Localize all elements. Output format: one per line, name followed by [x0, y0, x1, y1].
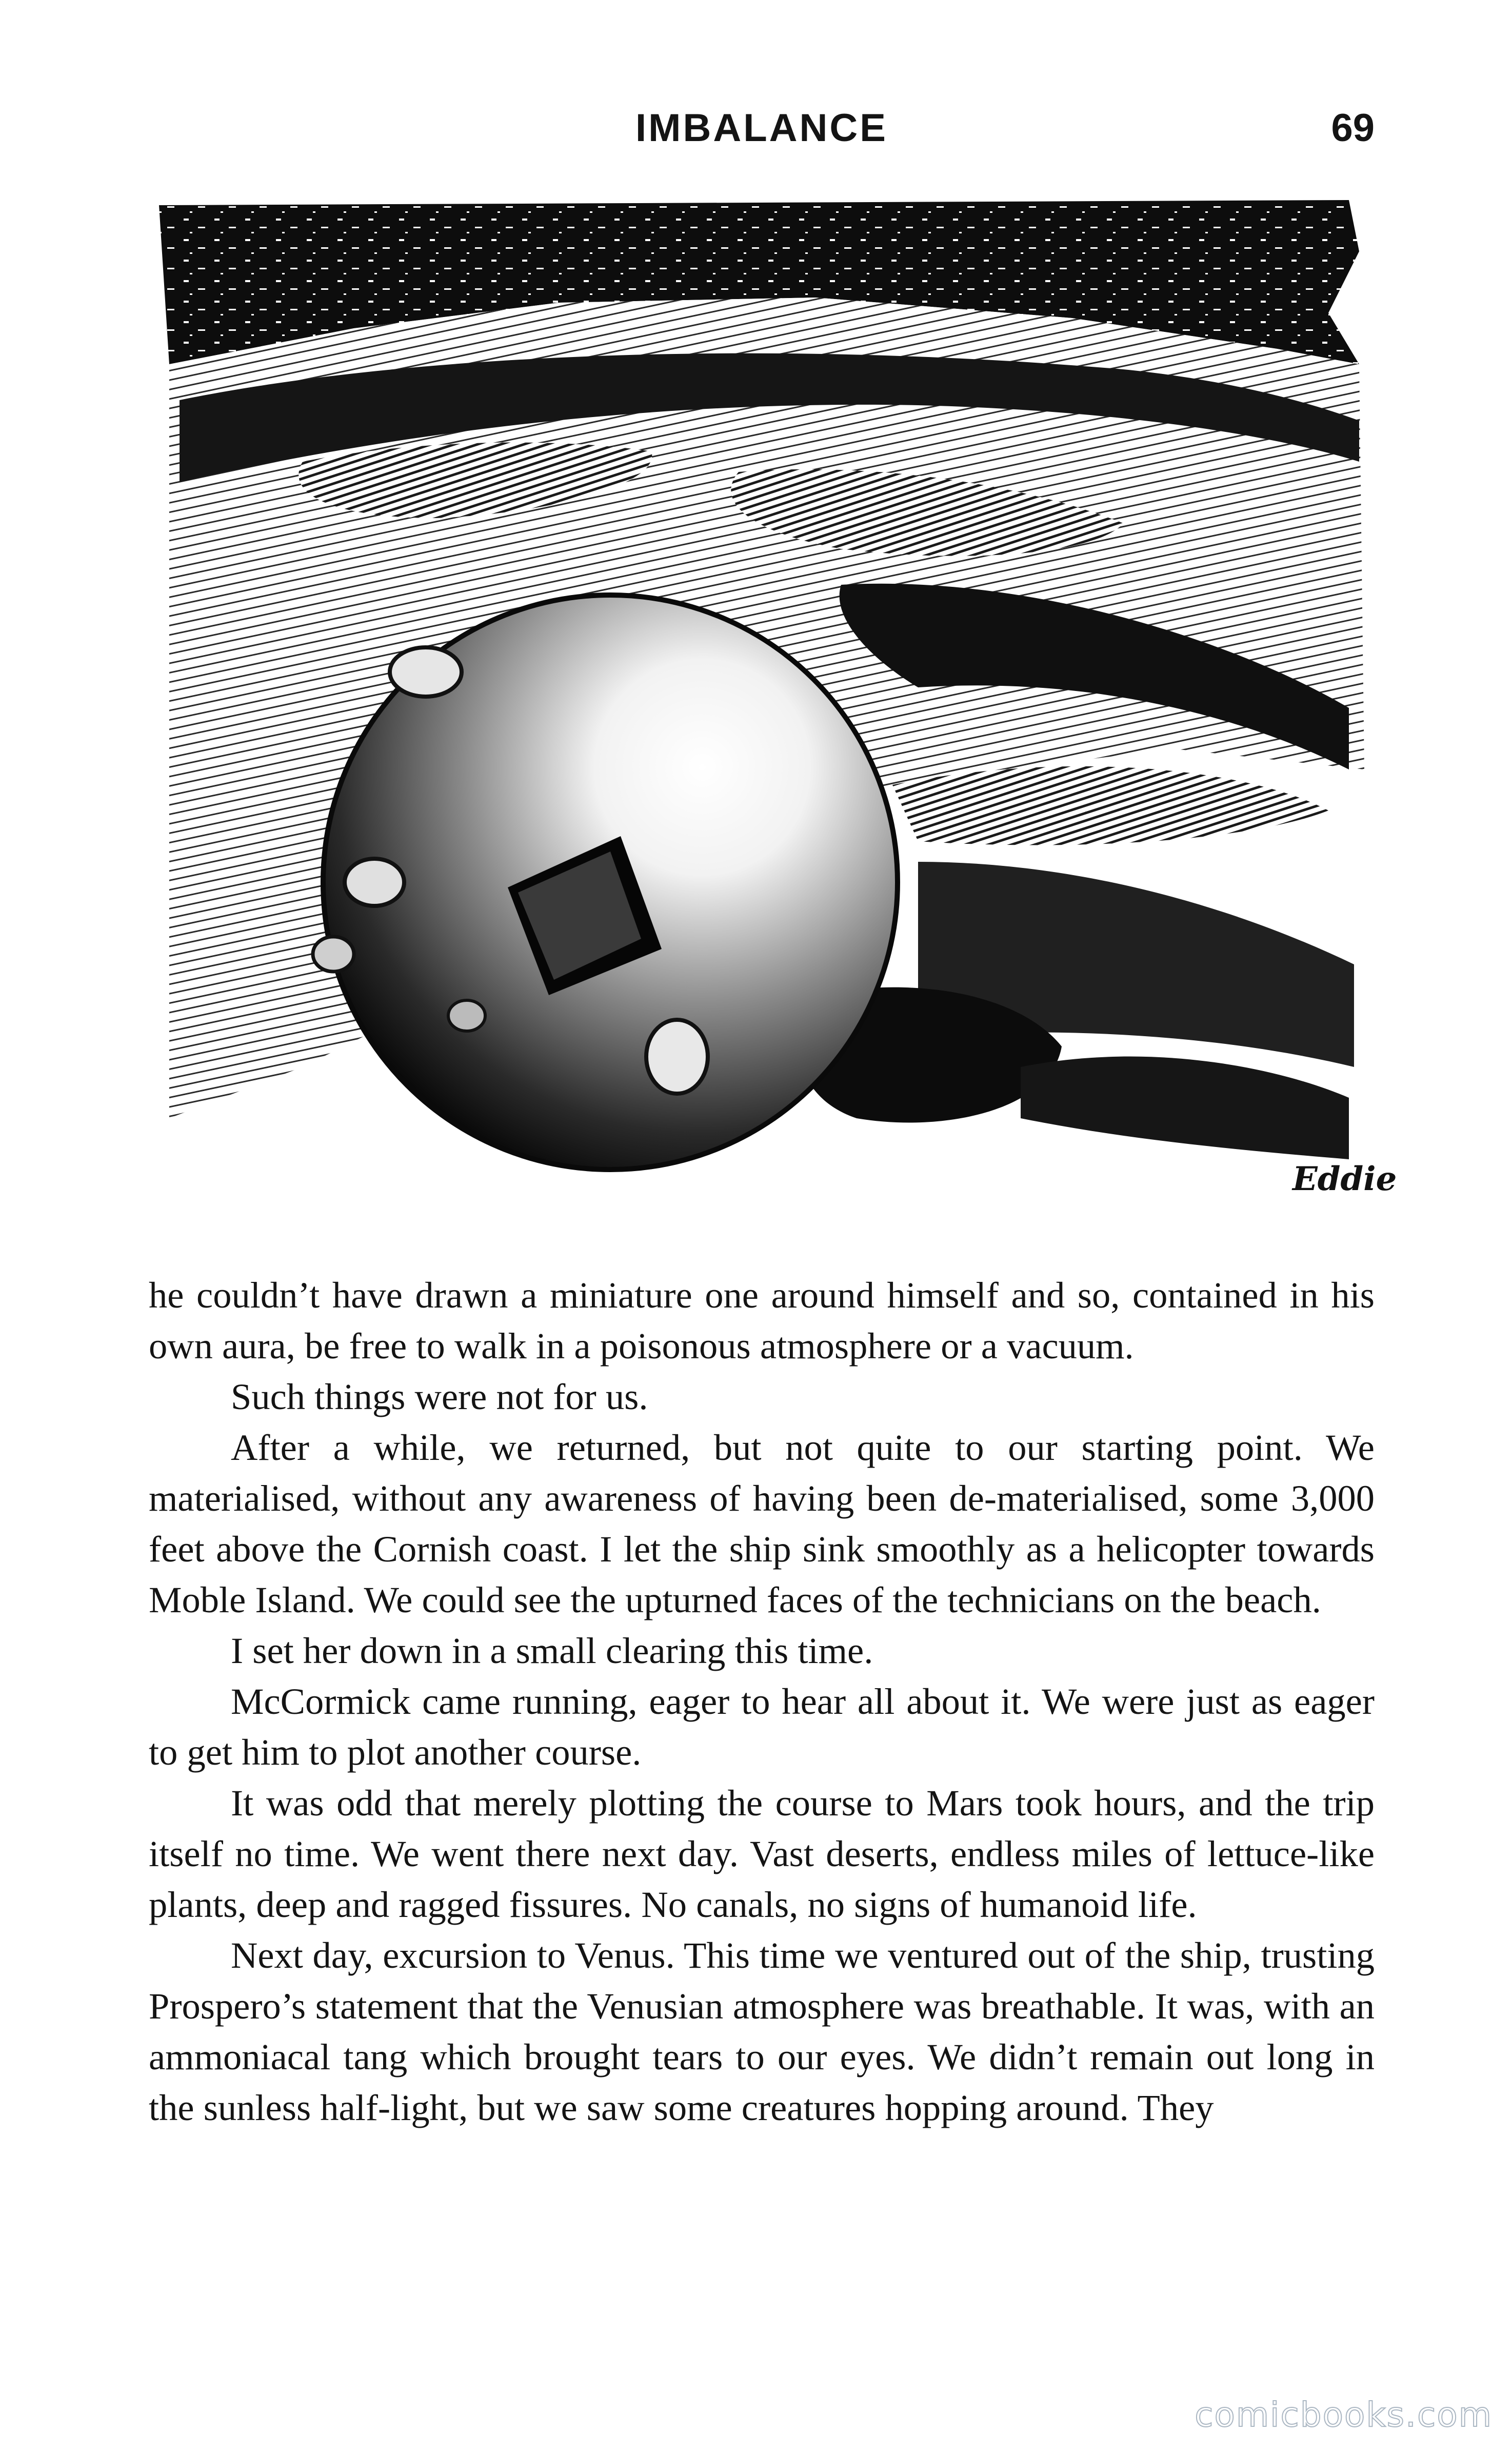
paragraph: I set her down in a small clearing this time. — [231, 1630, 873, 1671]
watermark: comicbooks.com — [1195, 2395, 1493, 2435]
paragraph: After a while, we returned, but not quite to our starting point. We materialised, without any awareness of having been de-materialised, some 3,000 feet above the Cornish coast. I let the ship sink smoothly as a helicopter towards Moble Island. We could see the upturned faces of the technicians on the beach. — [149, 1427, 1375, 1620]
paragraph: Next day, excursion to Venus. This time we ventured out of the ship, trusting Prospero’s statement that the Venusian atmosphere was breathable. It was, with an ammoniacal tang which brought tears to our eyes. We didn’t remain out long in the sunless half-light, but we saw some creatures hopping around. They — [149, 1934, 1375, 2128]
artist-signature: Eddie — [1292, 1160, 1397, 1198]
paragraph: It was odd that merely plotting the course to Mars took hours, and the trip itself no time. We went there next day. Vast deserts, endless miles of lettuce-like plants, deep and ragged fissures. No canals, no signs of humanoid life. — [149, 1782, 1375, 1925]
running-title: IMBALANCE — [635, 106, 888, 150]
page-number: 69 — [1331, 106, 1375, 150]
paragraph: Such things were not for us. — [231, 1376, 648, 1417]
paragraph: he couldn’t have drawn a miniature one around himself and so, contained in his own aura, be free to walk in a poisonous atmosphere or a vacuum. — [149, 1274, 1375, 1367]
spaceship-sphere — [313, 595, 898, 1170]
illustration-spaceship-over-planet — [149, 195, 1397, 1236]
body-text — [149, 1270, 1375, 2133]
paragraph: McCormick came running, eager to hear all about it. We were just as eager to get him to plot another course. — [149, 1680, 1375, 1773]
page-header — [149, 100, 1375, 172]
illustration-artwork — [149, 195, 1397, 1236]
